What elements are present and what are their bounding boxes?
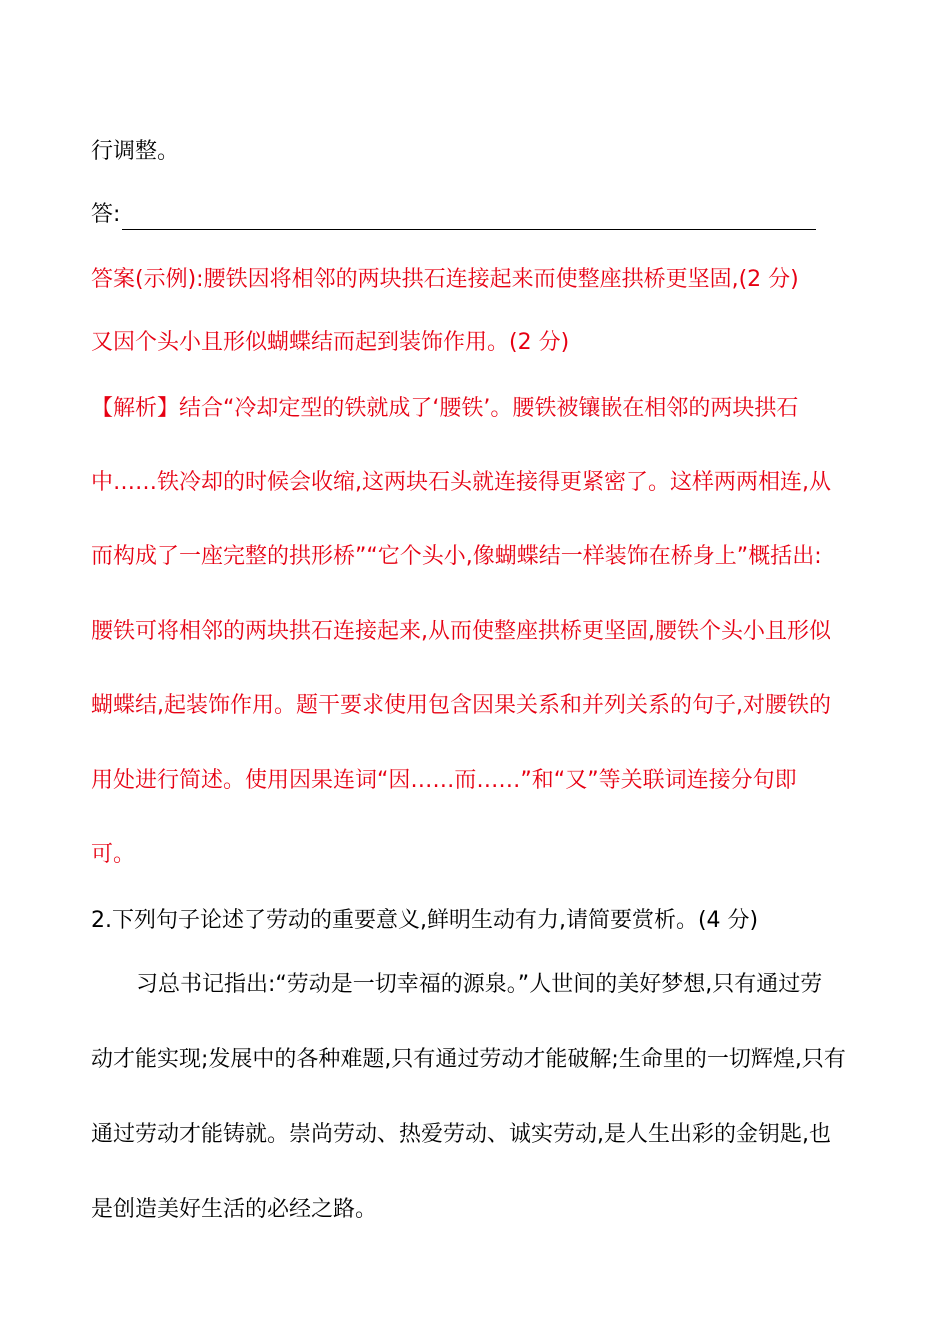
answer-sample-line-2: 又因个头小且形似蝴蝶结而起到装饰作用。(2 分)	[91, 330, 570, 355]
previous-question-tail: 行调整。	[91, 139, 180, 164]
analysis-line-6: 用处进行简述。使用因果连词“因……而……”和“又”等关联词连接分句即	[91, 768, 797, 793]
passage-line-3: 通过劳动才能铸就。崇尚劳动、热爱劳动、诚实劳动,是人生出彩的金钥匙,也	[91, 1122, 831, 1147]
passage-line-4: 是创造美好生活的必经之路。	[91, 1197, 378, 1222]
answer-blank-line[interactable]	[122, 207, 816, 230]
passage-line-1: 习总书记指出:“劳动是一切幸福的源泉。”人世间的美好梦想,只有通过劳	[136, 972, 823, 997]
analysis-line-7: 可。	[91, 842, 136, 867]
answer-blank-row	[91, 200, 816, 230]
answer-sample-line-1: 答案(示例):腰铁因将相邻的两块拱石连接起来而使整座拱桥更坚固,(2 分)	[91, 267, 799, 292]
analysis-line-4: 腰铁可将相邻的两块拱石连接起来,从而使整座拱桥更坚固,腰铁个头小且形似	[91, 619, 831, 644]
analysis-line-3: 而构成了一座完整的拱形桥”“它个头小,像蝴蝶结一样装饰在桥身上”概括出:	[91, 544, 822, 569]
analysis-line-5: 蝴蝶结,起装饰作用。题干要求使用包含因果关系和并列关系的句子,对腰铁的	[91, 693, 831, 718]
passage-line-2: 动才能实现;发展中的各种难题,只有通过劳动才能破解;生命里的一切辉煌,只有	[91, 1047, 846, 1072]
analysis-line-2: 中……铁冷却的时候会收缩,这两块石头就连接得更紧密了。这样两两相连,从	[91, 470, 831, 495]
answer-prompt-label: 答:	[91, 202, 121, 227]
question-2-stem: 2.下列句子论述了劳动的重要意义,鲜明生动有力,请简要赏析。(4 分)	[91, 908, 759, 933]
analysis-line-1: 【解析】结合“冷却定型的铁就成了‘腰铁’。腰铁被镶嵌在相邻的两块拱石	[91, 396, 799, 421]
